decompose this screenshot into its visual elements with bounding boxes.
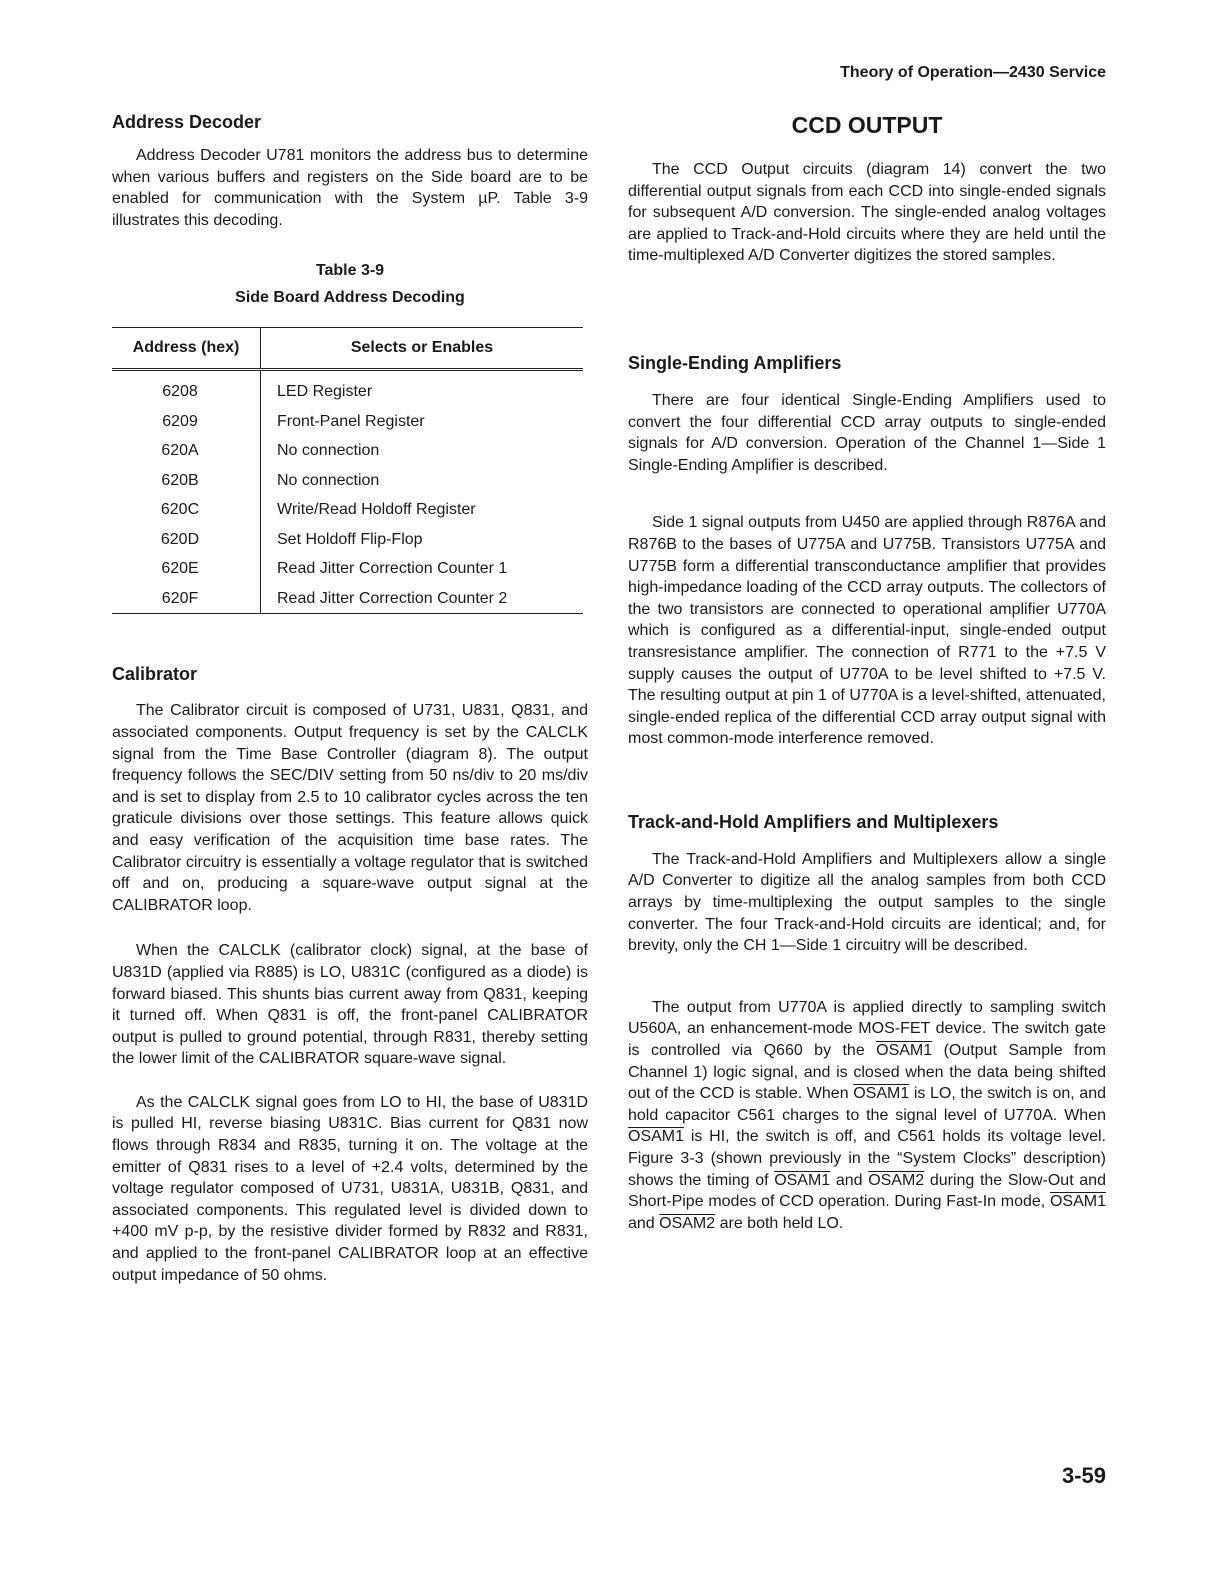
ccd-output-title: CCD OUTPUT <box>791 112 943 138</box>
track-hold-paragraph-1: The Track-and-Hold Amplifiers and Multiplexers allow a single A/D Converter to digitize all the analog samples from both CCD arrays by time-multiplexing the output samples to the single converter. The four Track-and-Hold circuits are identical; and, for brevity, only the CH 1—Side 1 circuitry will be described. <box>628 850 1106 955</box>
left-column <box>112 112 588 1286</box>
osam1-signal: OSAM1 <box>774 1171 831 1189</box>
single-ending-paragraph-1: There are four identical Single-Ending Amplifiers used to convert the four differential CCD array outputs to single-ended signals for A/D conversion. Operation of the Channel 1—Side 1 Single-Ending Amplifier is described. <box>628 391 1106 474</box>
address-cell: 620F <box>112 584 261 614</box>
selects-cell: LED Register <box>277 383 373 401</box>
calibrator-paragraph-3: As the CALCLK signal goes from LO to HI, the base of U831D is pulled HI, reverse biasing U831C. Bias current for Q831 now flows through R834 and R835, turning it on. The voltage at the emitter of Q831 rises to a level of +2.4 volts, determined by the voltage regulator composed of U731, U831A, U831B, Q831, and associated components. This regulated level is divided down to +400 mV p-p, by the resistive divider formed by R832 and R831, and applied to the front-panel CALIBRATOR loop at an effective output impedance of 50 ohms. <box>112 1093 588 1284</box>
track-hold-heading: Track-and-Hold Amplifiers and Multiplexers <box>628 811 999 832</box>
calibrator-paragraph-2: When the CALCLK (calibrator clock) signal, at the base of U831D (applied via R885) is LO, U831C (configured as a diode) is forward biased. This shunts bias current away from Q831, keeping it turned off. When Q831 is off, the front-panel CALIBRATOR output is pulled to ground potential, through R831, thereby setting the lower limit of the CALIBRATOR square-wave signal. <box>112 942 588 1068</box>
right-column <box>628 112 1106 1234</box>
table-row <box>112 554 583 584</box>
osam2-signal: OSAM2 <box>659 1214 716 1232</box>
table-row <box>112 525 583 555</box>
running-header: Theory of Operation—2430 Service <box>840 64 1106 81</box>
page-number: 3-59 <box>1061 1463 1106 1488</box>
selects-cell: Read Jitter Correction Counter 1 <box>277 560 508 578</box>
text-segment: (Output Sample from Channel 1) logic signal, and is closed when the data being shifted out of the CCD is stable. When <box>628 1042 1106 1103</box>
address-decoder-heading: Address Decoder <box>112 112 262 132</box>
selects-cell: No connection <box>277 442 380 460</box>
text-segment: and <box>628 1214 660 1232</box>
selects-cell: No connection <box>277 471 380 489</box>
table-number: Table 3-9 <box>315 262 385 280</box>
address-decoder-paragraph: Address Decoder U781 monitors the address bus to determine when various buffers and registers on the Side board are to be enabled for communication with the System µP. Table 3-9 illustrates this decoding. <box>112 147 588 229</box>
single-ending-heading: Single-Ending Amplifiers <box>628 352 842 373</box>
table-row <box>112 407 583 437</box>
selects-cell: Write/Read Holdoff Register <box>277 501 476 519</box>
text-segment: during the Slow-Out and Short-Pipe modes of CCD operation. During Fast-In mode, <box>628 1171 1106 1211</box>
table-header-selects: Selects or Enables <box>261 328 584 370</box>
text-segment: and <box>830 1171 869 1189</box>
address-cell: 620C <box>112 495 261 525</box>
address-cell: 6208 <box>112 370 261 407</box>
table-row <box>112 584 583 614</box>
address-cell: 620E <box>112 554 261 584</box>
address-cell: 6209 <box>112 407 261 437</box>
address-cell: 620A <box>112 436 261 466</box>
ccd-output-intro: The CCD Output circuits (diagram 14) convert the two differential output signals from each CCD into single-ended signals for subsequent A/D conversion. The single-ended analog voltages are applied to Track-and-Hold circuits where they are held until the time-multiplexed A/D Converter digitizes the stored samples. <box>628 161 1106 265</box>
osam1-signal: OSAM1 <box>876 1042 933 1060</box>
table-row <box>112 436 583 466</box>
osam1-signal: OSAM1 <box>1049 1193 1106 1211</box>
single-ending-paragraph-2: Side 1 signal outputs from U450 are applied through R876A and R876B to the bases of U775A and U775B. Transistors U775A and U775B form a differential transconductance amplifier that provides high-impedance loading of the CCD array outputs. The collectors of the two transistors are connected to operational amplifier U770A which is configured as a differential-input, single-ended output transresistance amplifier. The connection of R771 to the +7.5 V supply causes the output of U770A to be level shifted to +7.5 V. The resulting output at pin 1 of U770A is a level-shifted, attenuated, single-ended replica of the differential CCD array output signal with most common-mode interference removed. <box>628 514 1106 748</box>
text-segment: are both held LO. <box>715 1214 844 1232</box>
selects-cell: Front-Panel Register <box>277 412 425 430</box>
table-header-address: Address (hex) <box>112 328 261 370</box>
calibrator-heading: Calibrator <box>112 664 198 685</box>
table-row <box>112 370 583 407</box>
text-segment: The output from U770A is applied directly to sampling switch U560A, an enhancement-mode MOS-FET device. The switch gate is controlled via Q660 by the <box>628 998 1106 1060</box>
text-segment: is HI, the switch is off, and C561 holds its voltage level. Figure 3-3 (shown previously in the “System Clocks” description) shows the timing of <box>628 1128 1106 1189</box>
address-cell: 620D <box>112 525 261 555</box>
address-decoding-table <box>112 327 583 614</box>
address-cell: 620B <box>112 466 261 496</box>
osam1-signal: OSAM1 <box>628 1128 685 1146</box>
osam2-signal: OSAM2 <box>868 1171 925 1189</box>
osam1-signal: OSAM1 <box>853 1085 910 1103</box>
track-hold-paragraph-2 <box>628 997 1106 1235</box>
selects-cell: Read Jitter Correction Counter 2 <box>261 584 584 614</box>
table-title: Side Board Address Decoding <box>235 289 465 307</box>
text-segment: is LO, the switch is on, and hold capacitor C561 charges to the signal level of U770A. When <box>628 1085 1106 1124</box>
selects-cell: Set Holdoff Flip-Flop <box>277 530 423 548</box>
calibrator-paragraph-1: The Calibrator circuit is composed of U731, U831, Q831, and associated components. Output frequency is set by the CALCLK signal from the Time Base Controller (diagram 8). The output frequency follows the SEC/DIV setting from 50 ns/div to 20 ms/div and is set to display from 2.5 to 10 calibrator cycles across the ten graticule divisions over those settings. This feature allows quick and easy verification of the acquisition time base rates. The Calibrator circuitry is essentially a voltage regulator that is switched off and on, producing a square-wave output signal at the CALIBRATOR loop. <box>112 702 588 914</box>
table-row <box>112 466 583 496</box>
table-row <box>112 495 583 525</box>
